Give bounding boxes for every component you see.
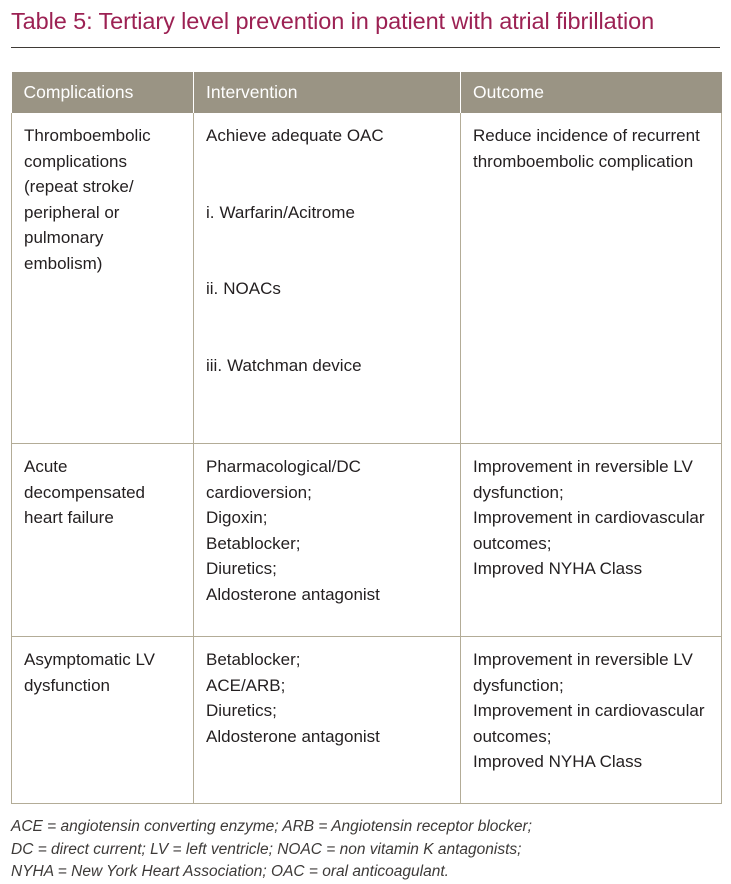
- complications-text: Acute decompensated heart failure: [24, 457, 145, 527]
- intervention-line: ACE/ARB;: [206, 675, 286, 695]
- intervention-line: Diuretics;: [206, 701, 277, 720]
- list-item: [206, 200, 448, 226]
- intervention-line: Digoxin;: [206, 508, 268, 527]
- intervention-lines: [206, 647, 448, 749]
- cell-complications-3: [12, 637, 194, 804]
- footnote-line-3: NYHA = New York Heart Association; OAC = oral anticoagulant.: [11, 863, 449, 880]
- intervention-line: Diuretics;: [206, 559, 277, 578]
- intervention-lead: Achieve adequate OAC: [206, 126, 384, 145]
- outcome-line: Improvement in reversible LV dysfunction;: [473, 650, 698, 695]
- intervention-line: Betablocker;: [206, 650, 301, 669]
- intervention-line: Aldosterone antagonist: [206, 584, 380, 604]
- intervention-numbered-list: [206, 149, 448, 430]
- table-header: [12, 72, 722, 113]
- outcome-line: Improvement in cardiovascular outcomes;: [473, 508, 710, 553]
- list-marker: i.: [206, 202, 215, 222]
- complications-text: Thromboembolic complications (repeat stroke/ peripheral or pulmonary embolism): [24, 126, 151, 273]
- column-header-intervention: Intervention: [194, 72, 461, 113]
- table-row: [12, 637, 722, 804]
- table-footnote: [11, 816, 720, 884]
- outcome-lines: [473, 647, 709, 775]
- intervention-line: Aldosterone antagonist: [206, 726, 380, 746]
- outcome-line: Improvement in cardiovascular outcomes;: [473, 701, 710, 746]
- cell-outcome-2: [461, 444, 722, 637]
- column-header-outcome: Outcome: [461, 72, 722, 113]
- list-marker: iii.: [206, 355, 223, 375]
- title-divider-rule: [11, 47, 720, 48]
- table-header-row: [12, 72, 722, 113]
- outcome-text: Reduce incidence of recurrent thromboembolic complication: [473, 126, 700, 171]
- list-item-label: NOACs: [223, 279, 281, 298]
- cell-outcome-3: [461, 637, 722, 804]
- list-marker: ii.: [206, 279, 219, 298]
- cell-intervention-2: [194, 444, 461, 637]
- outcome-line: Improvement in reversible LV dysfunction;: [473, 457, 698, 502]
- list-item-label: Warfarin/Acitrome: [219, 202, 355, 222]
- footnote-line-1: ACE = angiotensin converting enzyme; ARB = Angiotensin receptor blocker;: [11, 818, 532, 835]
- page-title: Table 5: Tertiary level prevention in patient with atrial fibrillation: [11, 8, 655, 34]
- cell-complications-2: [12, 444, 194, 637]
- table-row: [12, 444, 722, 637]
- cell-intervention-3: [194, 637, 461, 804]
- table-body: [12, 113, 722, 804]
- list-item-label: Watchman device: [227, 355, 362, 375]
- title-block: [0, 0, 731, 37]
- outcome-line: Improved NYHA Class: [473, 559, 643, 578]
- intervention-lines: [206, 454, 448, 607]
- column-header-complications: Complications: [12, 72, 194, 113]
- cell-complications-1: [12, 113, 194, 444]
- footnote-line-2: DC = direct current; LV = left ventricle; NOAC = non vitamin K antagonists;: [11, 840, 522, 858]
- table-container: [11, 72, 720, 804]
- table-row: [12, 113, 722, 444]
- list-item: [206, 353, 448, 379]
- intervention-line: Pharmacological/DC cardioversion;: [206, 457, 366, 502]
- outcome-lines: [473, 454, 709, 582]
- complications-text: Asymptomatic LV dysfunction: [24, 650, 156, 695]
- cell-outcome-1: [461, 113, 722, 444]
- tertiary-prevention-table: [11, 72, 722, 804]
- intervention-lines: [206, 123, 448, 429]
- list-item: [206, 276, 448, 302]
- outcome-line: Improved NYHA Class: [473, 752, 643, 771]
- cell-intervention-1: [194, 113, 461, 444]
- intervention-line: Betablocker;: [206, 533, 301, 553]
